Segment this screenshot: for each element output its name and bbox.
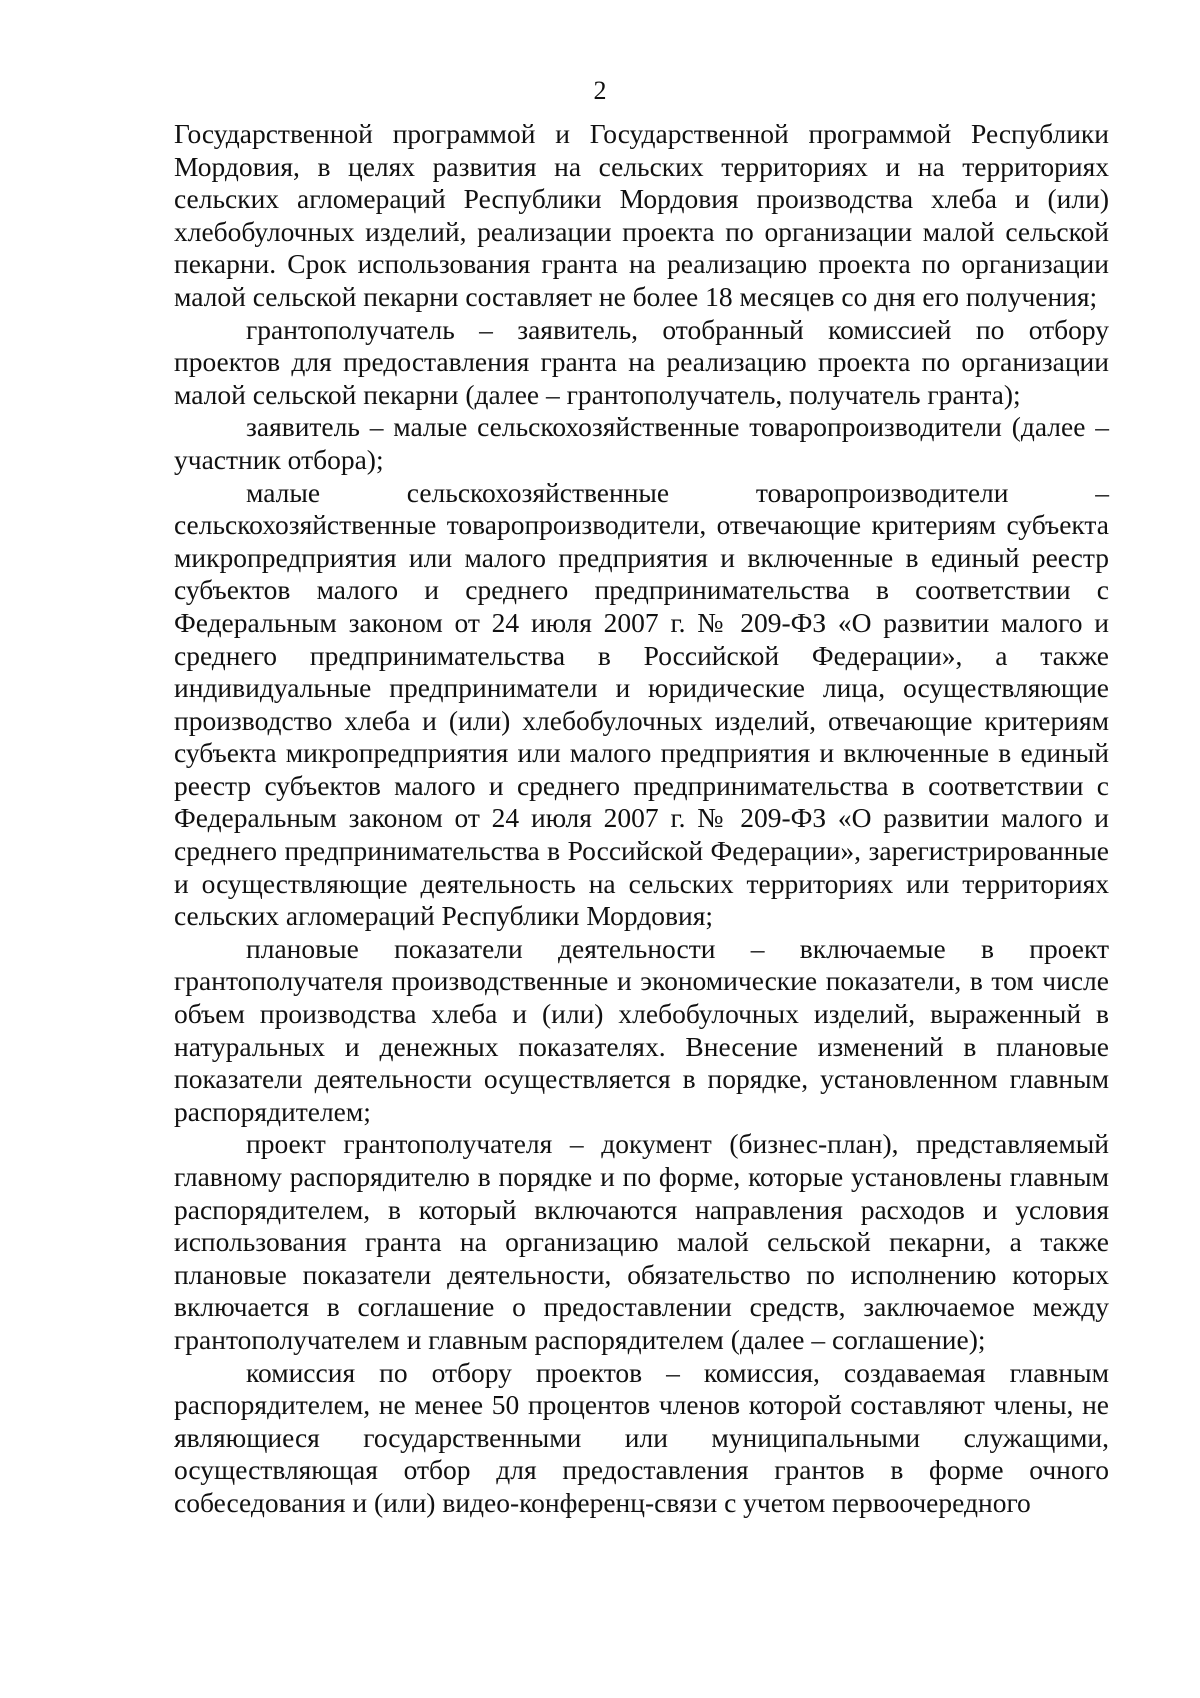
document-body [174, 118, 1109, 1520]
paragraph-commission-definition: комиссия по отбору проектов – комиссия, создаваемая главным распорядителем, не менее 50 процентов членов которой составляют члены, не являющиеся государственными или муниципальными служащими, осуществляющая отбор для предоставления грантов в форме очного собеседования и (или) видео-конференц-связи с учетом первоочередного [174, 1356, 1109, 1518]
paragraph-applicant-definition: заявитель – малые сельскохозяйственные товаропроизводители (далее – участник отбора); [174, 411, 1109, 475]
paragraph-grant-recipient-definition: грантополучатель – заявитель, отобранный комиссией по отбору проектов для предоставления гранта на реализацию проекта по организации малой сельской пекарни (далее – грантополучатель, получатель гранта); [174, 313, 1109, 410]
page-number: 2 [593, 76, 607, 105]
paragraph-small-producers-definition: малые сельскохозяйственные товаропроизводители – сельскохозяйственные товаропроизводители, отвечающие критериям субъекта микропредприятия или малого предприятия и включенные в единый реестр субъектов малого и среднего предпринимательства в соответствии с Федеральным законом от 24 июля 2007 г. № 209-ФЗ «О развитии малого и среднего предпринимательства в Российской Федерации», а также индивидуальные предприниматели и юридические лица, осуществляющие производство хлеба и (или) хлебобулочных изделий, отвечающие критериям субъекта микропредприятия или малого предприятия и включенные в единый реестр субъектов малого и среднего предпринимательства в соответствии с Федеральным законом от 24 июля 2007 г. № 209-ФЗ «О развитии малого и среднего предпринимательства в Российской Федерации», зарегистрированные и осуществляющие деятельность на сельских территориях или территориях сельских агломераций Республики Мордовия; [174, 476, 1109, 932]
paragraph-planned-indicators-definition: плановые показатели деятельности – включаемые в проект грантополучателя производственные и экономические показатели, в том числе объем производства хлеба и (или) хлебобулочных изделий, выраженный в натуральных и денежных показателях. Внесение изменений в плановые показатели деятельности осуществляется в порядке, установленном главным распорядителем; [174, 932, 1109, 1127]
paragraph-program-continuation: Государственной программой и Государственной программой Республики Мордовия, в целях развития на сельских территориях и на территориях сельских агломераций Республики Мордовия производства хлеба и (или) хлебобулочных изделий, реализации проекта по организации малой сельской пекарни. Срок использования гранта на реализацию проекта по организации малой сельской пекарни составляет не более 18 месяцев со дня его получения; [174, 118, 1109, 312]
paragraph-project-definition: проект грантополучателя – документ (бизнес-план), представляемый главному распорядителю в порядке и по форме, которые установлены главным распорядителем, в который включаются направления расходов и условия использования гранта на организацию малой сельской пекарни, а также плановые показатели деятельности, обязательство по исполнению которых включается в соглашение о предоставлении средств, заключаемое между грантополучателем и главным распорядителем (далее – соглашение); [174, 1128, 1109, 1355]
